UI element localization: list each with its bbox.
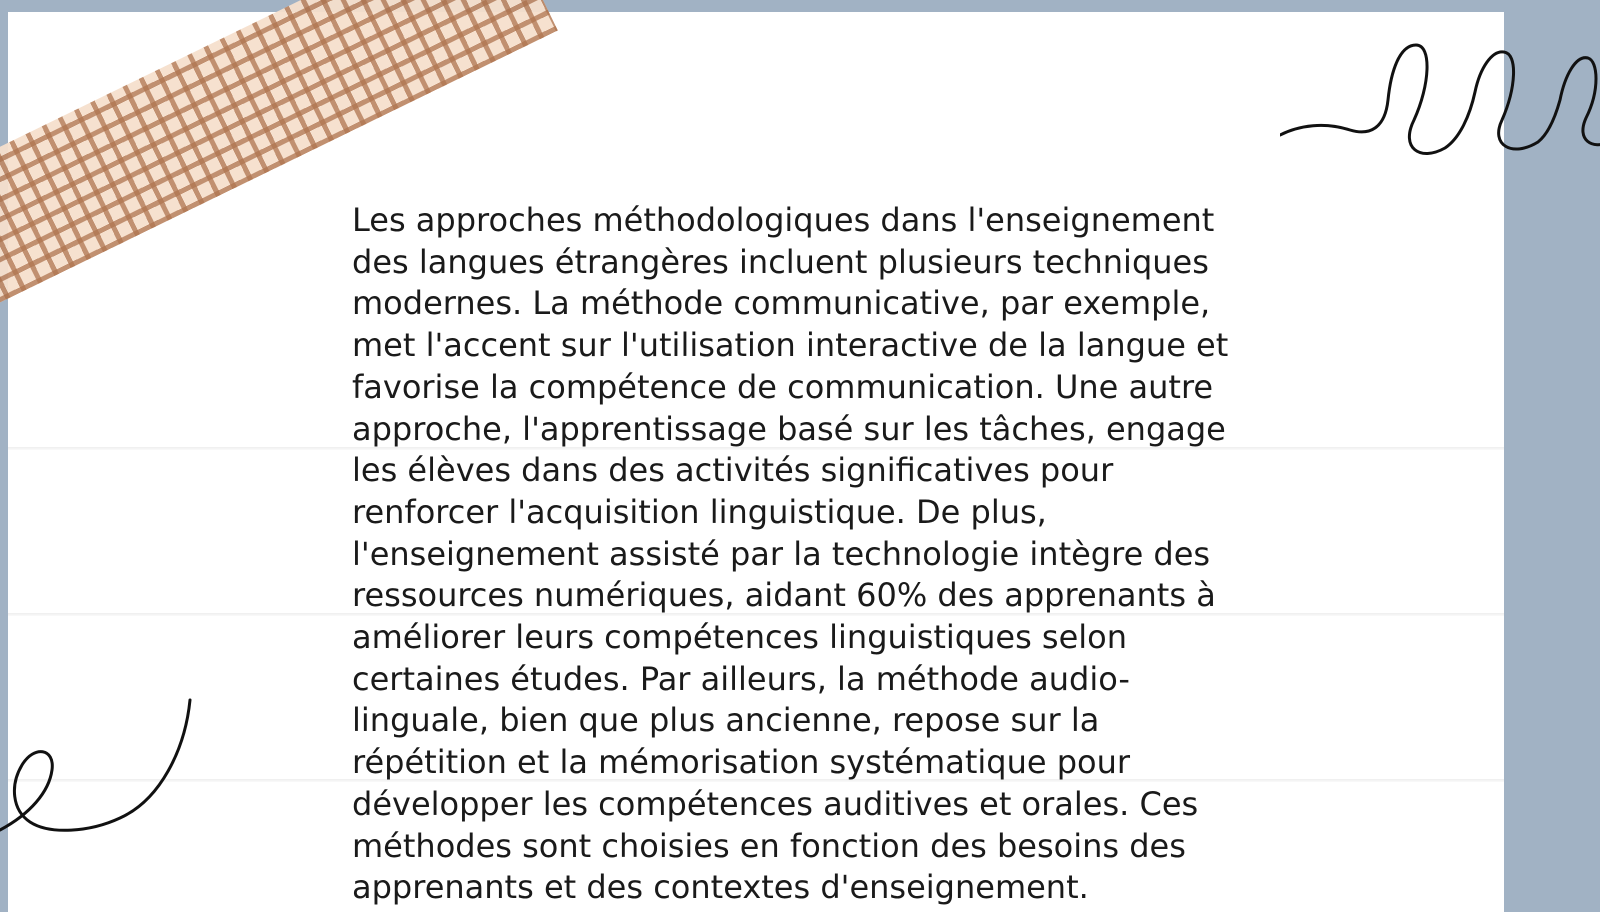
body-paragraph: Les approches méthodologiques dans l'enseignement des langues étrangères incluent plusieurs techniques modernes. La méthode communicative, par exemple, met l'accent sur l'utilisation interactive de la langue et favorise la compétence de communication. Une autre approche, l'apprentissage basé sur les tâches, engage les élèves dans des activités significatives pour renforcer l'acquisition linguistique. De plus, l'enseignement assisté par la technologie intègre des ressources numériques, aidant 60% des apprenants à améliorer leurs compétences linguistiques selon certaines études. Par ailleurs, la méthode audio-linguale, bien que plus ancienne, repose sur la répétition et la mémorisation systématique pour développer les compétences auditives et orales. Ces méthodes sont choisies en fonction des besoins des apprenants et des contextes d'enseignement.: [352, 201, 1229, 907]
loop-swoosh-icon: [0, 690, 200, 850]
loop-scribble-icon: [1280, 30, 1600, 170]
